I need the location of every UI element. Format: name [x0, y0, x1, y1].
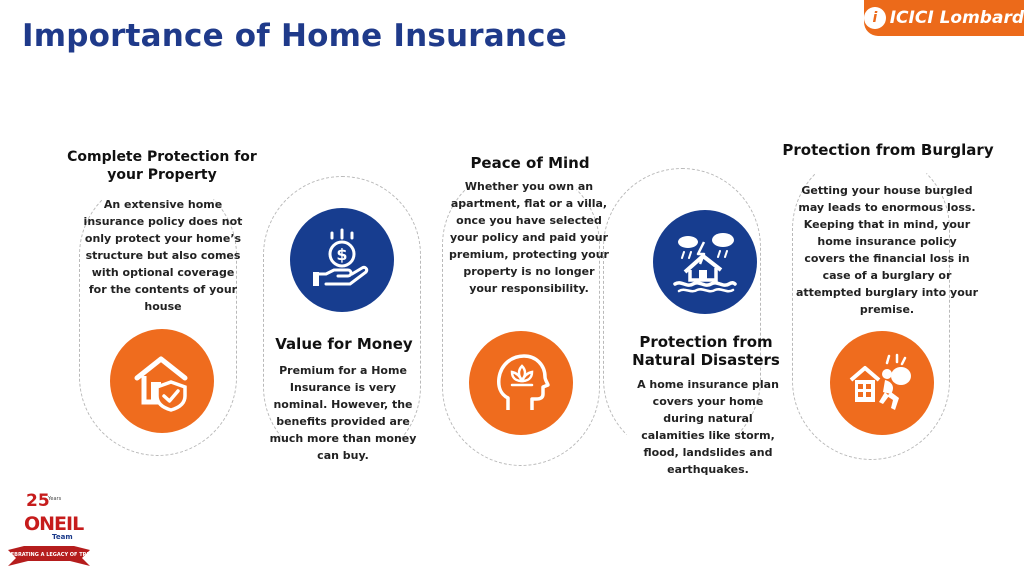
feature-heading: Protection from Natural Disasters	[632, 333, 780, 369]
head-lotus-icon	[490, 352, 552, 414]
feature-description: Premium for a Home Insurance is very nominal. However, the benefits provided are much more than money can buy.	[269, 364, 417, 462]
ribbon-text: CELEBRATING A LEGACY OF TRUST	[4, 552, 98, 558]
house-shield-icon	[131, 350, 193, 412]
anniversary-years-label: Years	[48, 496, 62, 502]
feature-description: A home insurance plan covers your home during natural calamities like storm, flood, landslides and earthquakes.	[637, 378, 779, 476]
feature-description: Whether you own an apartment, flat or a villa, once you have selected your policy and paid your premium, protecting your property is no longer your responsibility.	[449, 180, 609, 295]
feature-heading: Value for Money	[275, 335, 413, 353]
flood-house-icon	[671, 228, 739, 296]
page-title: Importance of Home Insurance	[22, 18, 567, 54]
burglar-house-icon	[849, 352, 915, 414]
feature-icon-circle	[469, 331, 573, 435]
feature-heading: Protection from Burglary	[782, 141, 994, 159]
svg-text:$: $	[336, 245, 348, 264]
brand-logo-text: ICICI Lombard	[889, 8, 1024, 28]
feature-icon-circle	[653, 210, 757, 314]
team-label: Team	[52, 533, 73, 541]
feature-description: An extensive home insurance policy does not only protect your home’s structure but also comes with optional coverage for the contents of your house	[83, 198, 243, 313]
feature-icon-circle	[110, 329, 214, 433]
feature-icon-circle	[290, 208, 394, 312]
oneil-team-logo	[4, 488, 100, 572]
feature-heading: Complete Protection for your Property	[67, 149, 257, 183]
oneil-wordmark: ONEIL	[24, 513, 84, 535]
icici-lombard-logo	[864, 0, 1024, 36]
icici-mark-icon: i	[864, 7, 886, 29]
feature-icon-circle	[830, 331, 934, 435]
feature-heading: Peace of Mind	[470, 154, 590, 172]
feature-description: Getting your house burgled may leads to enormous loss. Keeping that in mind, your home insurance policy covers the financial loss in case of a burglary or attempted burglary into your premise.	[796, 184, 979, 316]
anniversary-number: 25	[26, 491, 50, 511]
hand-dollar-icon	[310, 228, 374, 292]
